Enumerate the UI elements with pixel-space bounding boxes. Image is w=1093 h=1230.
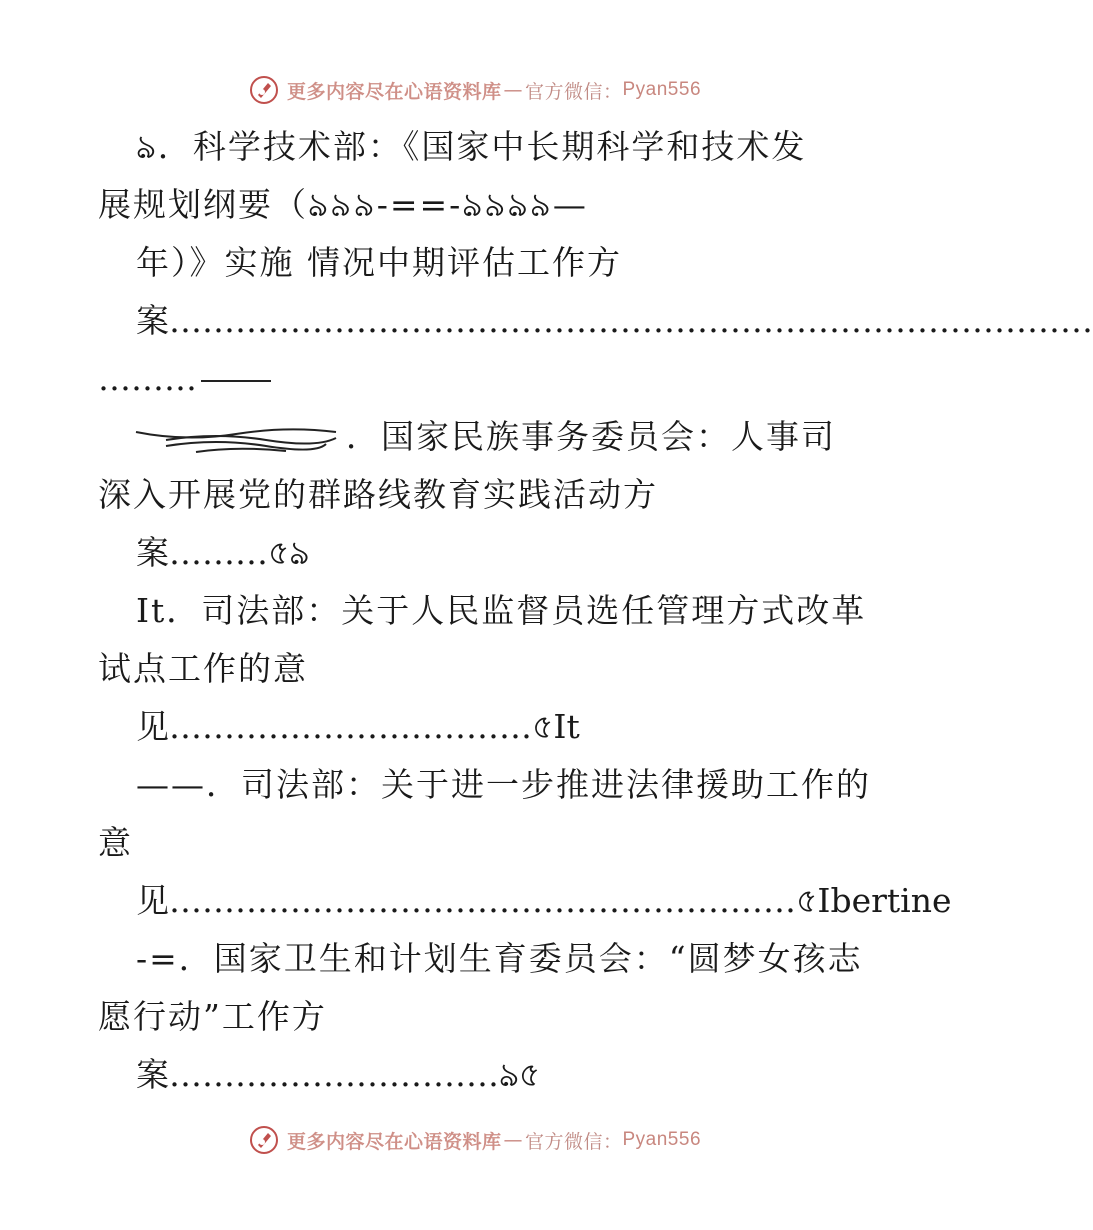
toc-dots: ……… bbox=[98, 359, 197, 398]
toc-entry-label: ．国家民族事务委员会：人事司 bbox=[346, 417, 836, 456]
toc-line-with-waves bbox=[98, 408, 858, 466]
toc-line: 见…………………………………………………৫Ibertine bbox=[136, 881, 952, 920]
toc-line: 愿行动”工作方 bbox=[98, 997, 327, 1036]
toc-line: It．司法部：关于人民监督员选任管理方式改革 bbox=[136, 591, 867, 630]
toc-line: 深入开展党的群路线教育实践活动方 bbox=[98, 475, 658, 514]
banner-official-label: 官方微信： bbox=[524, 80, 623, 103]
toc-line: 展规划纲要（ঌ৯৯-==-ঌ৯ঌ৯— bbox=[98, 185, 588, 224]
footer-banner bbox=[0, 1120, 950, 1160]
toc-line: ——．司法部：关于进一步推进法律援助工作的 bbox=[136, 765, 871, 804]
toc-line: 年）》实施 情况中期评估工作方 bbox=[136, 243, 622, 282]
toc-line: 意 bbox=[98, 823, 133, 862]
toc-line: 案………৫ঌ bbox=[136, 533, 310, 572]
banner-dash: — bbox=[503, 79, 523, 101]
header-banner bbox=[0, 70, 950, 110]
banner-site-name: 更多内容尽在心语资料库 bbox=[286, 80, 502, 103]
document-body bbox=[98, 118, 1093, 1104]
toc-line: 试点工作的意 bbox=[98, 649, 308, 688]
underline-rule bbox=[201, 380, 271, 382]
banner-dash: — bbox=[503, 1129, 523, 1151]
banner-wechat-id: Pyan556 bbox=[622, 1129, 702, 1150]
banner-wechat-id: Pyan556 bbox=[622, 79, 702, 100]
toc-line: 案………………………………………………………………………… bbox=[136, 301, 1093, 340]
toc-line: 见……………………………৫It bbox=[136, 707, 580, 746]
logo-icon bbox=[249, 75, 279, 105]
toc-line: -=．国家卫生和计划生育委员会：“圆梦女孩志 bbox=[136, 939, 863, 978]
wave-glyph-icon bbox=[136, 424, 346, 454]
toc-line: 案…………………………ঌ৫ bbox=[136, 1055, 541, 1094]
toc-line: ঌ．科学技术部：《国家中长期科学和技术发 bbox=[136, 127, 807, 166]
toc-line-with-rule bbox=[98, 350, 858, 408]
logo-icon bbox=[249, 1125, 279, 1155]
banner-official-label: 官方微信： bbox=[524, 1130, 623, 1153]
banner-site-name: 更多内容尽在心语资料库 bbox=[286, 1130, 502, 1153]
